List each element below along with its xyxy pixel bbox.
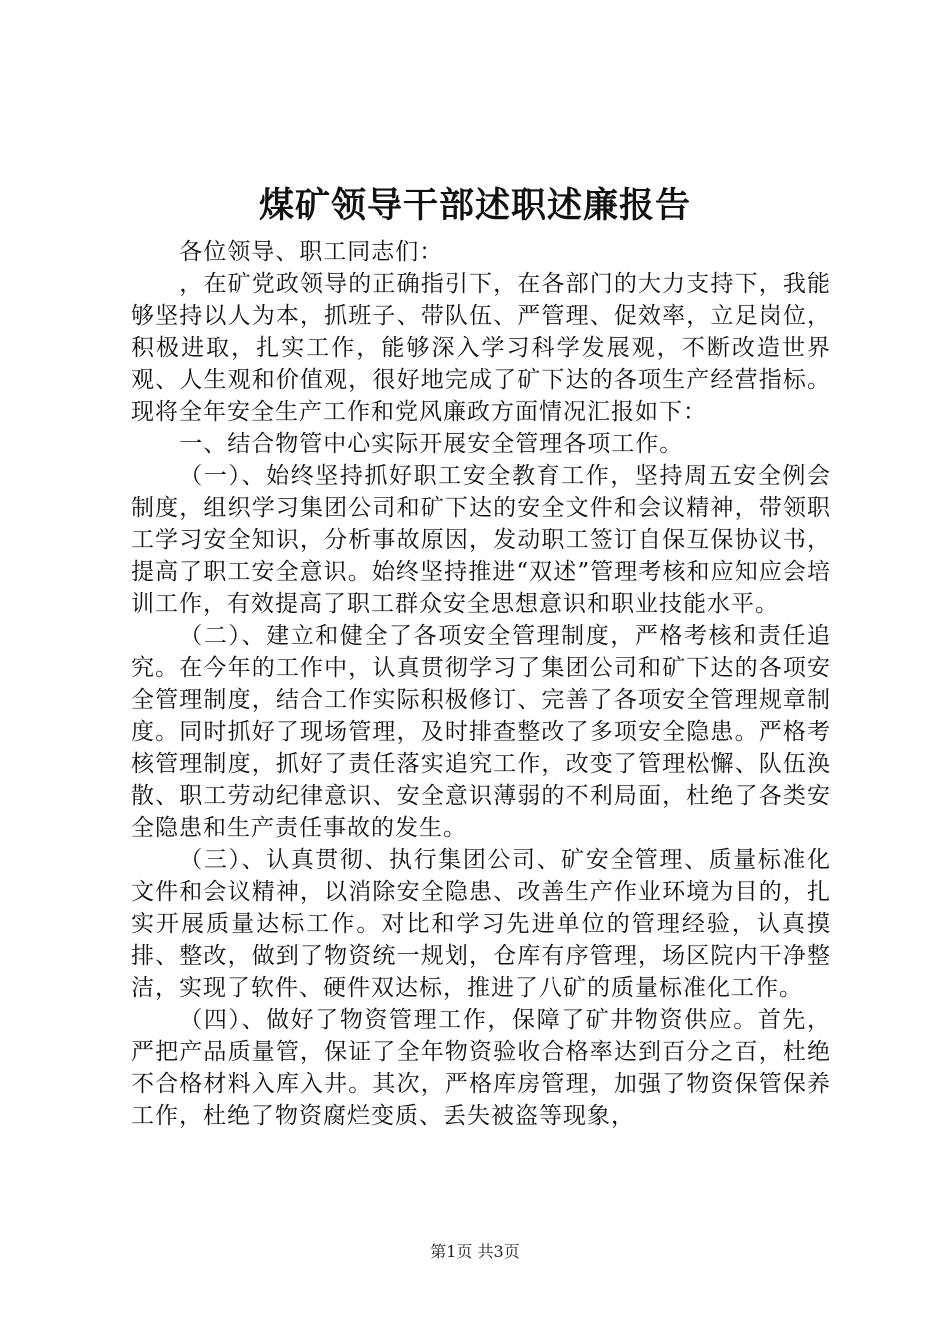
document-title: 煤矿领导干部述职述廉报告 xyxy=(258,185,691,226)
item-one-paragraph: （一）、始终坚持抓好职工安全教育工作，坚持周五安全例会制度，组织学习集团公司和矿下达的安全文件和会议精神，带领职工学习安全知识，分析事故原因，发动职工签订自保互保协议书，提高了职工安全意识。始终坚持推进“双述”管理考核和应知应会培训工作，有效提高了职工群众安全思想意识和职业技能水平。 xyxy=(131,463,831,617)
page-number-footer: 第1页 共3页 xyxy=(430,1242,520,1261)
document-body xyxy=(131,236,831,1132)
intro-paragraph: ，在矿党政领导的正确指引下，在各部门的大力支持下，我能够坚持以人为本，抓班子、带队伍、严管理、促效率，立足岗位，积极进取，扎实工作，能够深入学习科学发展观，不断改造世界观、人生观和价值观，很好地完成了矿下达的各项生产经营指标。现将全年安全生产工作和党风廉政方面情况汇报如下： xyxy=(131,271,831,425)
item-four-paragraph: （四）、做好了物资管理工作，保障了矿井物资供应。首先，严把产品质量管，保证了全年物资验收合格率达到百分之百，杜绝不合格材料入库入井。其次，严格库房管理，加强了物资保管保养工作，杜绝了物资腐烂变质、丢失被盗等现象， xyxy=(131,1007,831,1129)
salutation-paragraph: 各位领导、职工同志们： xyxy=(179,239,444,265)
section-heading: 一、结合物管中心实际开展安全管理各项工作。 xyxy=(179,431,684,457)
item-two-paragraph: （二）、建立和健全了各项安全管理制度，严格考核和责任追究。在今年的工作中，认真贯彻学习了集团公司和矿下达的各项安全管理制度，结合工作实际积极修订、完善了各项安全管理规章制度。同时抓好了现场管理，及时排查整改了多项安全隐患。严格考核管理制度，抓好了责任落实追究工作，改变了管理松懈、队伍涣散、职工劳动纪律意识、安全意识薄弱的不利局面，杜绝了各类安全隐患和生产责任事故的发生。 xyxy=(131,623,831,841)
item-three-paragraph: （三）、认真贯彻、执行集团公司、矿安全管理、质量标准化文件和会议精神，以消除安全隐患、改善生产作业环境为目的，扎实开展质量达标工作。对比和学习先进单位的管理经验，认真摸排、整改，做到了物资统一规划，仓库有序管理，场区院内干净整洁，实现了软件、硬件双达标，推进了八矿的质量标准化工作。 xyxy=(131,847,831,1001)
